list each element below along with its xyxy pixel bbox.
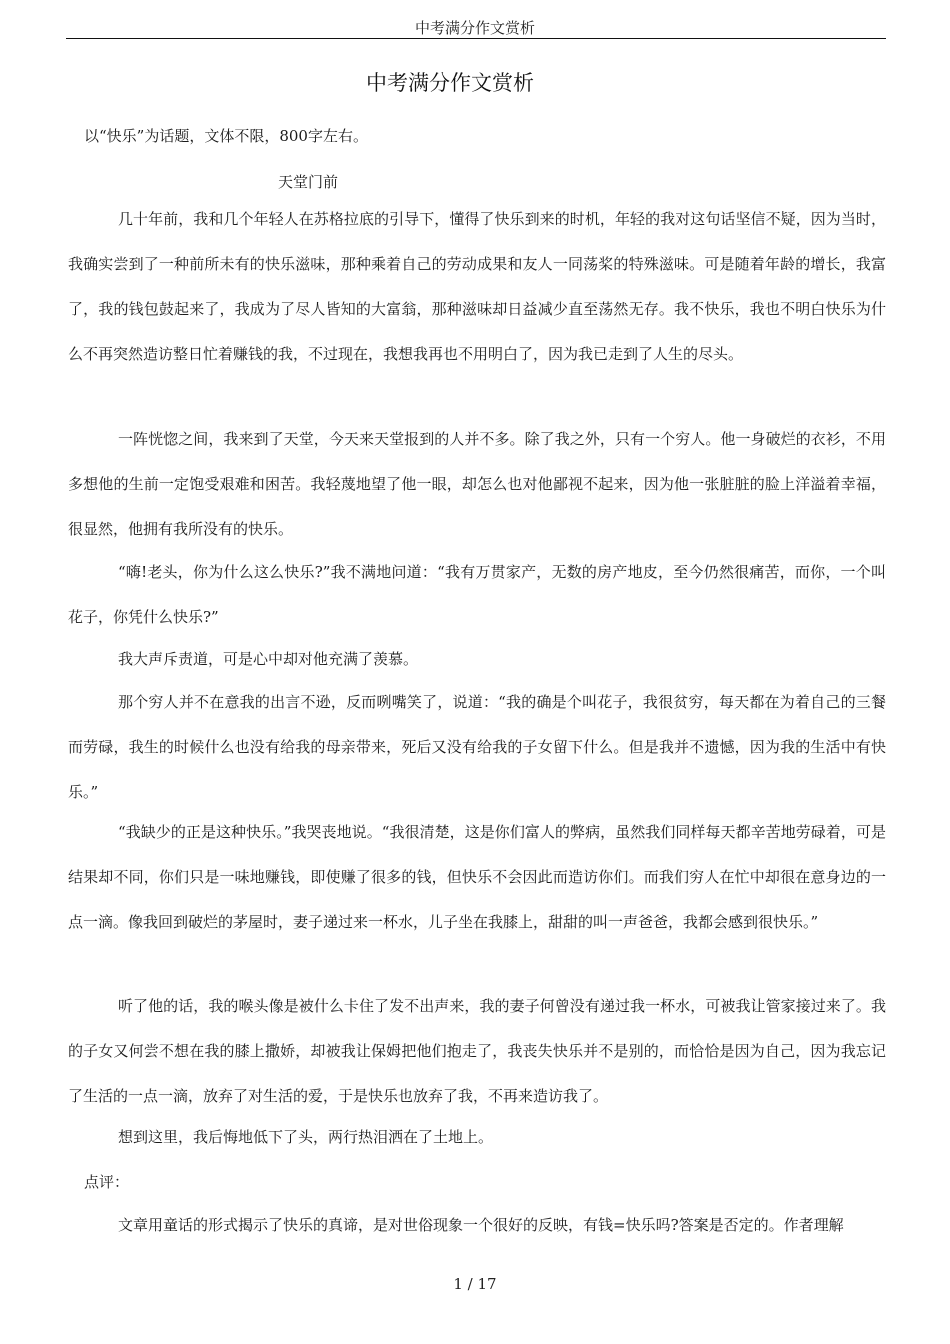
- essay-paragraph: 我大声斥责道，可是心中却对他充满了羡慕。: [118, 650, 419, 668]
- comment-paragraph: 文章用童话的形式揭示了快乐的真谛，是对世俗现象一个很好的反映，有钱=快乐吗?答案是否定的。作者理解: [118, 1216, 844, 1234]
- essay-paragraph: 几十年前，我和几个年轻人在苏格拉底的引导下，懂得了快乐到来的时机，年轻的我对这句话坚信不疑，因为当时，我确实尝到了一种前所未有的快乐滋味，那种乘着自己的劳动成果和友人一同荡桨的特殊滋味。可是随着年龄的增长，我富了，我的钱包鼓起来了，我成为了尽人皆知的大富翁，那种滋味却日益减少直至荡然无存。我不快乐，我也不明白快乐为什么不再突然造访整日忙着赚钱的我，不过现在，我想我再也不用明白了，因为我已走到了人生的尽头。: [68, 210, 886, 363]
- essay-paragraph: “嗨!老头，你为什么这么快乐?”我不满地问道：“我有万贯家产，无数的房产地皮，至今仍然很痛苦，而你，一个叫花子，你凭什么快乐?”: [68, 563, 886, 626]
- page-indicator: 1 / 17: [453, 1275, 497, 1293]
- essay-paragraph: 一阵恍惚之间，我来到了天堂，今天来天堂报到的人并不多。除了我之外，只有一个穷人。他一身破烂的衣衫，不用多想他的生前一定饱受艰难和困苦。我轻蔑地望了他一眼，却怎么也对他鄙视不起来，因为他一张脏脏的脸上洋溢着幸福，很显然，他拥有我所没有的快乐。: [68, 430, 886, 538]
- essay-paragraph: 听了他的话，我的喉头像是被什么卡住了发不出声来，我的妻子何曾没有递过我一杯水，可被我让管家接过来了。我的子女又何尝不想在我的膝上撒娇，却被我让保姆把他们抱走了，我丧失快乐并不是别的，而恰恰是因为自己，因为我忘记了生活的一点一滴，放弃了对生活的爱，于是快乐也放弃了我，不再来造访我了。: [68, 997, 886, 1105]
- essay-paragraph: “我缺少的正是这种快乐。”我哭丧地说。“我很清楚，这是你们富人的弊病，虽然我们同样每天都辛苦地劳碌着，可是结果却不同，你们只是一味地赚钱，即使赚了很多的钱，但快乐不会因此而造访你们。而我们穷人在忙中却很在意身边的一点一滴。像我回到破烂的茅屋时，妻子递过来一杯水，儿子坐在我膝上，甜甜的叫一声爸爸，我都会感到很快乐。”: [68, 823, 886, 931]
- essay-title: 天堂门前: [278, 173, 339, 191]
- essay-paragraph: 那个穷人并不在意我的出言不逊，反而咧嘴笑了，说道：“我的确是个叫花子，我很贫穷，每天都在为着自己的三餐而劳碌，我生的时候什么也没有给我的母亲带来，死后又没有给我的子女留下什么。但是我并不遗憾，因为我的生活中有快乐。”: [68, 693, 886, 801]
- header-rule: [66, 38, 886, 39]
- document-title: 中考满分作文赏析: [366, 71, 534, 95]
- essay-prompt: 以“快乐”为话题，文体不限，800字左右。: [84, 127, 368, 145]
- comment-label: 点评：: [84, 1173, 130, 1191]
- running-header: 中考满分作文赏析: [414, 19, 535, 37]
- essay-paragraph: 想到这里，我后悔地低下了头，两行热泪洒在了土地上。: [118, 1128, 494, 1146]
